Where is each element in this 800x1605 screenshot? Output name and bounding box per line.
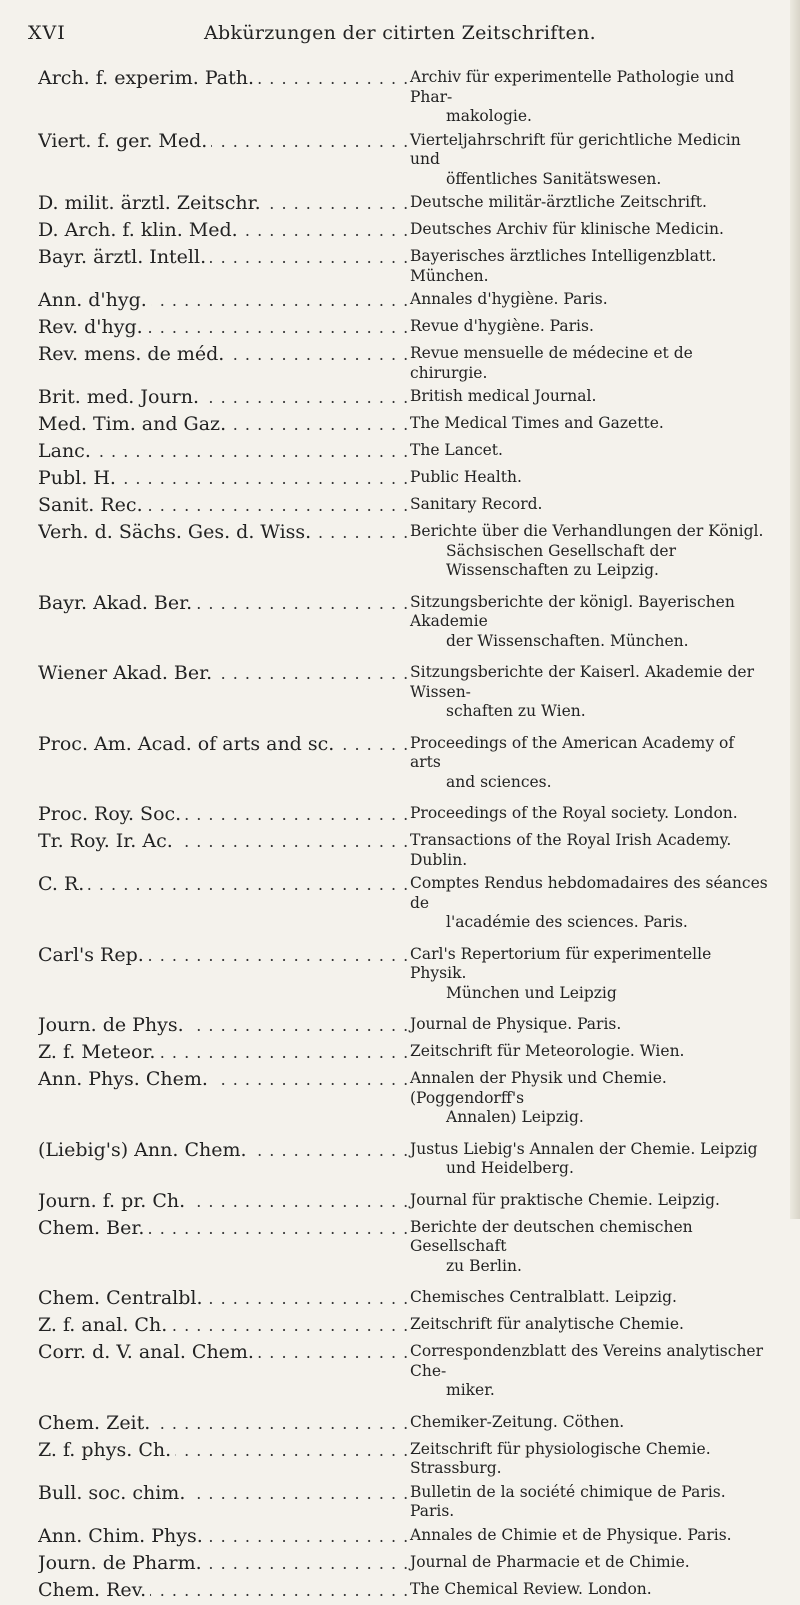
- abbreviation-entry: [38, 829, 778, 870]
- journal-title-line: Archiv für experimentelle Pathologie und Phar-: [410, 68, 735, 106]
- journal-full-title: [410, 218, 778, 240]
- abbreviation-text: Bayr. Akad. Ber.: [38, 592, 196, 614]
- abbreviation-entry: [38, 1313, 778, 1338]
- journal-title-line: Annales d'hygiène. Paris.: [410, 290, 608, 308]
- journal-title-line: Comptes Rendus hebdomadaires des séances de: [410, 874, 768, 912]
- entry-spacer: [38, 1278, 778, 1286]
- abbreviation: [38, 1067, 410, 1092]
- abbreviation-text: C. R.: [38, 873, 88, 895]
- abbreviation-text: Ann. d'hyg.: [38, 289, 151, 311]
- abbreviation-text: Corr. d. V. anal. Chem.: [38, 1341, 258, 1363]
- abbreviation-text: Chem. Centralbl.: [38, 1287, 207, 1309]
- journal-title-line: Correspondenzblatt des Vereins analytischer Che-: [410, 1342, 764, 1380]
- abbreviation: [38, 872, 410, 897]
- abbreviation-entry: [38, 315, 778, 340]
- abbreviation-entry: [38, 1067, 778, 1128]
- abbreviation-text: Wiener Akad. Ber.: [38, 662, 216, 684]
- abbreviation-entry: [38, 1411, 778, 1436]
- journal-title-line: Deutsches Archiv für klinische Medicin.: [410, 220, 724, 238]
- abbreviation-entry: [38, 245, 778, 286]
- journal-full-title: [410, 829, 778, 870]
- journal-title-line: Annales de Chimie et de Physique. Paris.: [410, 1525, 732, 1544]
- entry-spacer: [38, 1181, 778, 1189]
- abbreviation: [38, 520, 410, 545]
- journal-full-title: [410, 1578, 778, 1600]
- abbreviation-entry: [38, 1340, 778, 1401]
- journal-full-title: [410, 493, 778, 515]
- entry-spacer: [38, 653, 778, 661]
- abbreviation-entry: [38, 661, 778, 722]
- abbreviation: [38, 218, 410, 243]
- journal-title-continuation: Sächsischen Gesellschaft der Wissenschaften zu Leipzig.: [446, 541, 676, 579]
- abbreviation-text: Verh. d. Sächs. Ges. d. Wiss.: [38, 521, 315, 543]
- abbreviation: [38, 1340, 410, 1365]
- journal-full-title: [410, 1481, 778, 1522]
- journal-full-title: [410, 1524, 778, 1546]
- abbreviation-text: Z. f. phys. Ch.: [38, 1439, 175, 1461]
- abbreviation-text: Carl's Rep.: [38, 944, 148, 966]
- abbreviation-text: Tr. Roy. Ir. Ac.: [38, 830, 177, 852]
- abbreviation: [38, 66, 410, 91]
- journal-title-line: Bulletin de la société chimique de Paris. Paris.: [410, 1482, 726, 1520]
- journal-full-title: [410, 1013, 778, 1035]
- abbreviation-entry: [38, 191, 778, 216]
- abbreviation: [38, 591, 410, 616]
- abbreviation-entry: [38, 288, 778, 313]
- journal-full-title: [410, 288, 778, 310]
- journal-title-line: The Medical Times and Gazette.: [410, 414, 664, 432]
- journal-title-continuation: l'académie des sciences. Paris.: [446, 913, 688, 931]
- journal-title-line: Berichte über die Verhandlungen der Königl.: [410, 522, 764, 540]
- abbreviation-entry: [38, 493, 778, 518]
- entry-spacer: [38, 1130, 778, 1138]
- abbreviation: [38, 943, 410, 968]
- journal-title-line: Zeitschrift für Meteorologie. Wien.: [410, 1042, 685, 1060]
- abbreviation: [38, 661, 410, 686]
- abbreviation: [38, 1040, 410, 1065]
- abbreviation: [38, 245, 410, 270]
- abbreviation-text: Viert. f. ger. Med.: [38, 130, 211, 152]
- abbreviation: [38, 802, 410, 827]
- journal-title-line: Deutsche militär-ärztliche Zeitschrift.: [410, 193, 707, 211]
- journal-full-title: [410, 661, 778, 722]
- abbreviation-entry: [38, 342, 778, 383]
- journal-title-line: The Lancet.: [410, 441, 503, 459]
- page-header: [28, 22, 772, 52]
- abbreviation-text: Ann. Phys. Chem.: [38, 1068, 212, 1090]
- journal-full-title: [410, 1551, 778, 1573]
- journal-title-line: Transactions of the Royal Irish Academy. Dublin.: [410, 831, 732, 869]
- journal-title-line: Journal de Physique. Paris.: [410, 1015, 622, 1033]
- journal-full-title: [410, 520, 778, 581]
- abbreviation-text: Journ. f. pr. Ch.: [38, 1190, 189, 1212]
- abbreviation-entry: [38, 732, 778, 793]
- abbreviation-text: Z. f. Meteor.: [38, 1041, 159, 1063]
- journal-title-line: Vierteljahrschrift für gerichtliche Medicin und: [410, 130, 741, 168]
- entry-spacer: [38, 724, 778, 732]
- journal-title-line: The Chemical Review. London.: [410, 1579, 652, 1598]
- abbreviation-entry: [38, 466, 778, 491]
- abbreviation-text: Chem. Rev.: [38, 1579, 150, 1601]
- journal-title-line: Journal de Pharmacie et de Chimie.: [410, 1552, 690, 1571]
- journal-title-continuation: schaften zu Wien.: [446, 702, 586, 720]
- entry-spacer: [38, 583, 778, 591]
- journal-full-title: [410, 1216, 778, 1277]
- journal-title-continuation: der Wissenschaften. München.: [446, 631, 689, 650]
- abbreviation: [38, 129, 410, 154]
- abbreviation-entry: [38, 1013, 778, 1038]
- journal-full-title: [410, 315, 778, 337]
- journal-title-line: Public Health.: [410, 468, 522, 486]
- abbreviation: [38, 1216, 410, 1241]
- journal-title-line: Sanitary Record.: [410, 495, 543, 513]
- abbreviation-text: D. Arch. f. klin. Med.: [38, 219, 242, 241]
- abbreviation-entry: [38, 129, 778, 190]
- journal-title-continuation: zu Berlin.: [446, 1256, 522, 1275]
- journal-full-title: [410, 872, 778, 933]
- journal-full-title: [410, 1411, 778, 1433]
- abbreviation-text: Rev. d'hyg.: [38, 316, 147, 338]
- journal-full-title: [410, 439, 778, 461]
- abbreviation: [38, 385, 410, 410]
- journal-title-line: Berichte der deutschen chemischen Gesellschaft: [410, 1217, 693, 1255]
- abbreviation: [38, 439, 410, 464]
- journal-full-title: [410, 412, 778, 434]
- abbreviation-text: Arch. f. experim. Path.: [38, 67, 258, 89]
- abbreviation-text: Rev. mens. de méd.: [38, 343, 228, 365]
- abbreviation-entry: [38, 1481, 778, 1522]
- abbreviation-text: Brit. med. Journ.: [38, 386, 203, 408]
- abbreviation: [38, 342, 410, 367]
- abbreviation-text: Chem. Zeit.: [38, 1412, 154, 1434]
- abbreviation-entry: [38, 591, 778, 652]
- abbreviation: [38, 1524, 410, 1549]
- abbreviation: [38, 732, 410, 757]
- journal-full-title: [410, 1340, 778, 1401]
- abbreviation: [38, 1438, 410, 1463]
- abbreviation: [38, 466, 410, 491]
- abbreviation-entry: [38, 385, 778, 410]
- abbreviation: [38, 1189, 410, 1214]
- abbreviation-text: Publ. H.: [38, 467, 120, 489]
- page-number: XVI: [28, 22, 66, 44]
- abbreviation-text: Bayr. ärztl. Intell.: [38, 246, 210, 268]
- journal-full-title: [410, 943, 778, 1004]
- abbreviation-entry: [38, 1551, 778, 1576]
- journal-title-line: Revue mensuelle de médecine et de chirurgie.: [410, 344, 693, 382]
- abbreviation-entry: [38, 1578, 778, 1603]
- abbreviation-text: Proc. Am. Acad. of arts and sc.: [38, 733, 338, 755]
- abbreviation-entry: [38, 872, 778, 933]
- journal-full-title: [410, 245, 778, 286]
- journal-full-title: [410, 66, 778, 127]
- running-title: Abkürzungen der citirten Zeitschriften.: [204, 22, 596, 44]
- journal-title-line: Revue d'hygiène. Paris.: [410, 317, 594, 335]
- abbreviation-entry: [38, 1216, 778, 1277]
- journal-full-title: [410, 1040, 778, 1062]
- journal-title-line: British medical Journal.: [410, 387, 597, 405]
- abbreviation-entry: [38, 1286, 778, 1311]
- abbreviation-entry: [38, 1138, 778, 1179]
- journal-title-line: Sitzungsberichte der Kaiserl. Akademie der Wissen-: [410, 663, 755, 701]
- abbreviation: [38, 1411, 410, 1436]
- abbreviation-text: Journ. de Phys.: [38, 1014, 188, 1036]
- abbreviation-entry: [38, 943, 778, 1004]
- journal-title-line: Sitzungsberichte der königl. Bayerischen Akademie: [410, 592, 735, 630]
- journal-title-continuation: makologie.: [446, 107, 532, 125]
- journal-title-line: Chemisches Centralblatt. Leipzig.: [410, 1288, 677, 1306]
- abbreviation-entry: [38, 66, 778, 127]
- entry-spacer: [38, 1403, 778, 1411]
- abbreviation-text: Ann. Chim. Phys.: [38, 1525, 207, 1547]
- journal-full-title: [410, 191, 778, 213]
- journal-title-line: Annalen der Physik und Chemie. (Poggendorff's: [410, 1069, 667, 1107]
- abbreviation: [38, 191, 410, 216]
- journal-full-title: [410, 342, 778, 383]
- abbreviation-entry: [38, 439, 778, 464]
- abbreviation-text: (Liebig's) Ann. Chem.: [38, 1139, 251, 1161]
- journal-full-title: [410, 732, 778, 793]
- abbreviation-text: Z. f. anal. Ch.: [38, 1314, 171, 1336]
- entry-spacer: [38, 935, 778, 943]
- journal-full-title: [410, 1189, 778, 1211]
- abbreviation: [38, 412, 410, 437]
- abbreviation: [38, 288, 410, 313]
- journal-title-continuation: miker.: [446, 1381, 495, 1399]
- abbreviation-entry: [38, 218, 778, 243]
- abbreviation: [38, 1138, 410, 1163]
- journal-title-line: Journal für praktische Chemie. Leipzig.: [410, 1190, 720, 1209]
- journal-title-line: Carl's Repertorium für experimentelle Physik.: [410, 944, 712, 982]
- abbreviation: [38, 493, 410, 518]
- abbreviation-text: D. milit. ärztl. Zeitschr.: [38, 192, 265, 214]
- abbreviation-entry: [38, 412, 778, 437]
- journal-full-title: [410, 1067, 778, 1128]
- journal-title-line: Zeitschrift für analytische Chemie.: [410, 1315, 684, 1333]
- abbreviation: [38, 829, 410, 854]
- journal-title-continuation: öffentliches Sanitätswesen.: [446, 169, 662, 188]
- journal-full-title: [410, 385, 778, 407]
- abbreviation-entry: [38, 1524, 778, 1549]
- journal-title-line: Zeitschrift für physiologische Chemie. Strassburg.: [410, 1439, 711, 1477]
- abbreviation-text: Chem. Ber.: [38, 1217, 148, 1239]
- abbreviation: [38, 315, 410, 340]
- journal-full-title: [410, 129, 778, 190]
- abbreviation-list: [38, 66, 778, 1605]
- journal-title-continuation: und Heidelberg.: [446, 1159, 574, 1177]
- abbreviation-entry: [38, 1438, 778, 1479]
- abbreviation-text: Journ. de Pharm.: [38, 1552, 206, 1574]
- journal-full-title: [410, 591, 778, 652]
- journal-full-title: [410, 1438, 778, 1479]
- journal-title-line: Bayerisches ärztliches Intelligenzblatt. München.: [410, 247, 717, 285]
- journal-full-title: [410, 1286, 778, 1308]
- journal-full-title: [410, 1313, 778, 1335]
- abbreviation: [38, 1313, 410, 1338]
- abbreviation-entry: [38, 1189, 778, 1214]
- abbreviation-text: Lanc.: [38, 440, 95, 462]
- entry-spacer: [38, 794, 778, 802]
- journal-full-title: [410, 466, 778, 488]
- abbreviation-text: Bull. soc. chim.: [38, 1482, 189, 1504]
- abbreviation-text: Proc. Roy. Soc.: [38, 803, 185, 825]
- abbreviation-entry: [38, 802, 778, 827]
- page-edge: [790, 0, 800, 1219]
- abbreviation-text: Med. Tim. and Gaz.: [38, 413, 230, 435]
- journal-title-continuation: München und Leipzig: [446, 983, 617, 1002]
- abbreviation-entry: [38, 520, 778, 581]
- journal-title-line: Proceedings of the American Academy of arts: [410, 733, 735, 771]
- abbreviation: [38, 1578, 410, 1603]
- journal-title-line: Justus Liebig's Annalen der Chemie. Leipzig: [410, 1139, 758, 1158]
- abbreviation: [38, 1286, 410, 1311]
- journal-full-title: [410, 1138, 778, 1179]
- abbreviation: [38, 1013, 410, 1038]
- journal-title-continuation: and sciences.: [446, 772, 552, 791]
- journal-title-line: Chemiker-Zeitung. Cöthen.: [410, 1412, 625, 1431]
- abbreviation-text: Sanit. Rec.: [38, 494, 147, 516]
- journal-full-title: [410, 802, 778, 824]
- entry-spacer: [38, 1005, 778, 1013]
- abbreviation-entry: [38, 1040, 778, 1065]
- journal-title-continuation: Annalen) Leipzig.: [446, 1108, 584, 1126]
- abbreviation: [38, 1551, 410, 1576]
- abbreviation: [38, 1481, 410, 1506]
- journal-title-line: Proceedings of the Royal society. London.: [410, 804, 738, 822]
